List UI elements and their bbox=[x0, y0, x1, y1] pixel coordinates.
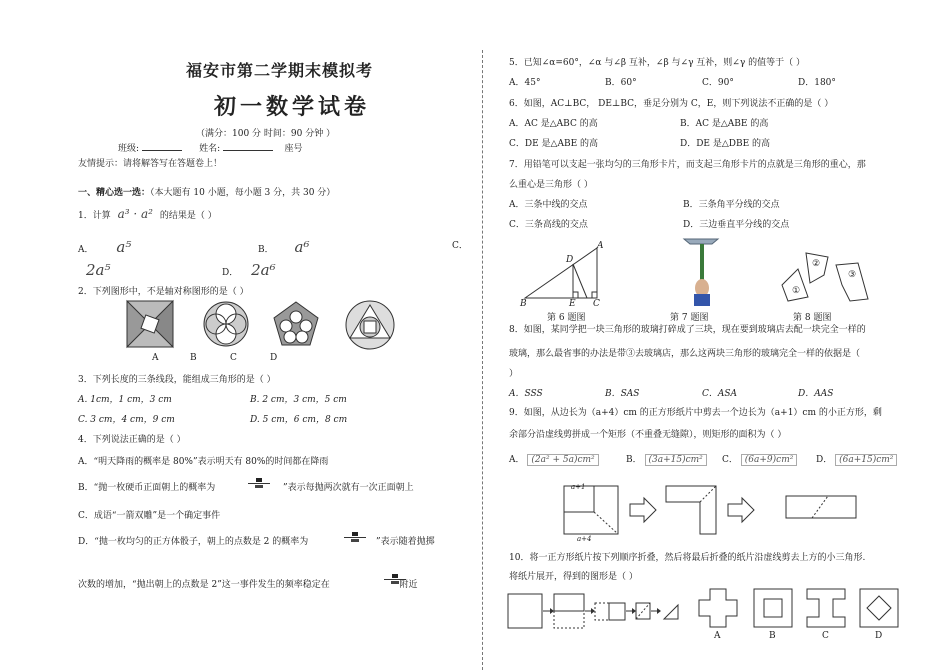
q4-option-d[interactable] bbox=[78, 534, 435, 547]
q10-label-c: C bbox=[822, 631, 829, 641]
q5-option-c[interactable]: C．90° bbox=[702, 78, 734, 88]
q4-d-cont-post: 附近 bbox=[399, 580, 418, 590]
q9-a-value: (2a² + 5a)cm² bbox=[527, 454, 598, 466]
q6-stem: 6．如图，AC⊥BC， DE⊥BC，垂足分别为 C，E，则下列说法不正确的是（ ） bbox=[509, 99, 834, 109]
student-info bbox=[118, 141, 302, 154]
q1-stem bbox=[78, 207, 217, 221]
q9-stem-line2: 余部分沿虚线剪拼成一个矩形（不重叠无缝隙），则矩形的面积为（ ） bbox=[509, 430, 787, 440]
q10-option-d-figure[interactable] bbox=[858, 587, 900, 629]
fig6-label-c: C bbox=[593, 299, 600, 309]
section1-title: 一、精心选一选： bbox=[78, 188, 151, 198]
q7-stem-line2: 么重心是三角形（ ） bbox=[509, 180, 593, 190]
q5-option-a[interactable]: A．45° bbox=[509, 78, 541, 88]
friendly-tip: 友情提示：请将解答写在答题卷上！ bbox=[78, 159, 223, 169]
q4-stem: 4．下列说法正确的是（ ） bbox=[78, 435, 186, 445]
q1-option-b[interactable] bbox=[258, 238, 309, 256]
fig6-label-a: A bbox=[597, 241, 604, 251]
q10-option-c-figure[interactable] bbox=[805, 587, 847, 629]
q9-label-a-plus-4: a+4 bbox=[577, 535, 592, 543]
fig8-glass-pieces bbox=[776, 245, 872, 307]
q9-b-label: B． bbox=[626, 455, 642, 465]
q2-figure-c[interactable] bbox=[272, 300, 320, 348]
section1-header bbox=[78, 185, 335, 198]
q2-label-d: D bbox=[270, 353, 278, 363]
q2-figure-d[interactable] bbox=[345, 300, 395, 350]
fig8-label-1: ① bbox=[792, 286, 801, 296]
q2-label-b: B bbox=[190, 353, 197, 363]
q9-a-label: A． bbox=[509, 455, 525, 465]
q4-d-cont-pre: 次数的增加，“抛出朝上的点数是 2”这一事件发生的频率稳定在 bbox=[78, 580, 330, 590]
q9-diagram bbox=[560, 482, 860, 540]
q6-option-d[interactable]: D．DE 是△DBE 的高 bbox=[680, 139, 771, 149]
q1-b-value: a⁶ bbox=[294, 238, 310, 256]
q10-option-a-figure[interactable] bbox=[697, 587, 739, 629]
q3-option-a[interactable]: A. 1cm，1 cm，3 cm bbox=[78, 395, 172, 405]
q9-d-label: D． bbox=[816, 455, 833, 465]
q6-option-b[interactable]: B．AC 是△ABE 的高 bbox=[680, 119, 769, 129]
q9-option-b[interactable] bbox=[626, 452, 707, 466]
q2-figure-a[interactable] bbox=[126, 300, 174, 348]
q8-option-c[interactable]: C．ASA bbox=[702, 389, 738, 399]
q1-c-label: C． bbox=[452, 241, 468, 251]
q10-stem-line2: 将纸片展开，得到的图形是（ ） bbox=[509, 572, 638, 582]
q1-c-value: 2a⁵ bbox=[86, 261, 111, 279]
q1-option-d[interactable] bbox=[222, 261, 276, 279]
q1-stem-post: 的结果是（ ） bbox=[159, 211, 217, 221]
q2-label-c: C bbox=[230, 353, 237, 363]
q4-b-post: ”表示每抛两次就有一次正面朝上 bbox=[282, 483, 414, 493]
score-time: （满分：100 分 时间：90 分钟 ） bbox=[196, 129, 336, 139]
section1-desc: （本大题有 10 小题，每小题 3 分，共 30 分） bbox=[150, 188, 336, 198]
q1-a-value: a⁵ bbox=[116, 238, 132, 256]
q4-option-a[interactable]: A．“明天降雨的概率是 80%”表示明天有 80%的时间都在降雨 bbox=[78, 457, 329, 467]
q9-option-a[interactable] bbox=[509, 452, 599, 466]
q7-option-b[interactable]: B．三条角平分线的交点 bbox=[683, 200, 780, 210]
q9-c-value: (6a+9)cm² bbox=[741, 454, 798, 466]
column-divider bbox=[482, 50, 483, 670]
class-field[interactable] bbox=[142, 142, 182, 151]
q2-stem: 2．下列图形中，不是轴对称图形的是（ ） bbox=[78, 287, 249, 297]
q7-option-d[interactable]: D．三边垂直平分线的交点 bbox=[683, 220, 790, 230]
q4-option-c[interactable]: C．成语“一箭双雕”是一个确定事件 bbox=[78, 511, 221, 521]
q1-d-label: D． bbox=[222, 268, 239, 278]
q9-stem-line1: 9．如图，从边长为（a+4）cm 的正方形纸片中剪去一个边长为（a+1）cm 的小正方形，剩 bbox=[509, 408, 882, 418]
q3-option-d[interactable]: D. 5 cm，6 cm，8 cm bbox=[250, 415, 348, 425]
q10-stem-line1: 10．将一正方形纸片按下列顺序折叠，然后将最后折叠的纸片沿虚线剪去上方的小三角形. bbox=[509, 553, 866, 563]
name-field[interactable] bbox=[223, 142, 273, 151]
q7-option-a[interactable]: A．三条中线的交点 bbox=[509, 200, 588, 210]
q10-label-d: D bbox=[875, 631, 883, 641]
q6-option-a[interactable]: A．AC 是△ABC 的高 bbox=[509, 119, 598, 129]
q10-label-b: B bbox=[769, 631, 776, 641]
q7-stem-line1: 7．用铅笔可以支起一张均匀的三角形卡片，而支起三角形卡片的点就是三角形的重心，那 bbox=[509, 160, 866, 170]
q4-d-fraction-icon bbox=[342, 531, 368, 543]
name-label: 姓名: bbox=[199, 144, 221, 154]
fig7-caption: 第 7 题图 bbox=[670, 313, 709, 323]
fig8-caption: 第 8 题图 bbox=[793, 313, 832, 323]
q3-option-c[interactable]: C. 3 cm，4 cm，9 cm bbox=[78, 415, 175, 425]
q1-option-a[interactable] bbox=[78, 238, 131, 256]
q9-option-c[interactable] bbox=[722, 452, 797, 466]
q2-label-a: A bbox=[152, 353, 159, 363]
q1-b-label: B． bbox=[258, 245, 274, 255]
fig8-label-2: ② bbox=[812, 259, 821, 269]
q1-option-c-value bbox=[86, 261, 111, 279]
q4-option-d-cont bbox=[78, 577, 418, 590]
q10-option-b-figure[interactable] bbox=[752, 587, 794, 629]
q4-d-pre: D．“抛一枚均匀的正方体骰子，朝上的点数是 2 的概率为 bbox=[78, 537, 309, 547]
fig7-pencil-diagram bbox=[682, 236, 722, 308]
q9-c-label: C． bbox=[722, 455, 738, 465]
exam-title: 福安市第二学期末模拟考 bbox=[186, 61, 374, 80]
q9-d-value: (6a+15)cm² bbox=[835, 454, 897, 466]
class-label: 班级: bbox=[118, 144, 140, 154]
fig6-caption: 第 6 题图 bbox=[547, 313, 586, 323]
q4-d-cont-fraction-icon bbox=[382, 573, 408, 585]
q8-stem-line1: 8．如图，某同学把一块三角形的玻璃打碎成了三块，现在要到玻璃店去配一块完全一样的 bbox=[509, 325, 866, 335]
q5-option-d[interactable]: D．180° bbox=[798, 78, 836, 88]
fig6-label-b: B bbox=[520, 299, 527, 309]
q3-stem: 3．下列长度的三条线段，能组成三角形的是（ ） bbox=[78, 375, 276, 385]
q8-option-d[interactable]: D．AAS bbox=[798, 389, 834, 399]
q3-option-b[interactable]: B. 2 cm，3 cm，5 cm bbox=[250, 395, 347, 405]
q5-stem: 5．已知∠α=60°，∠α 与∠β 互补，∠β 与∠γ 互补，则∠γ 的值等于（ ） bbox=[509, 58, 805, 68]
q6-option-c[interactable]: C．DE 是△ABE 的高 bbox=[509, 139, 598, 149]
fig8-label-3: ③ bbox=[848, 270, 857, 280]
q8-stem-line3: ） bbox=[509, 369, 519, 379]
q4-b-fraction-icon bbox=[246, 477, 272, 489]
q8-stem-line2: 玻璃，那么最省事的办法是带③去玻璃店，那么这两块三角形的玻璃完全一样的依据是（ bbox=[509, 349, 861, 359]
fig6-label-d: D bbox=[566, 255, 574, 265]
q1-stem-pre: 1．计算 bbox=[78, 211, 111, 221]
q1-expr: a³ · a² bbox=[117, 207, 153, 221]
q5-option-b[interactable]: B．60° bbox=[605, 78, 637, 88]
q9-option-d[interactable] bbox=[816, 452, 897, 466]
exam-subtitle: 初一数学试卷 bbox=[214, 94, 371, 120]
q1-option-c[interactable] bbox=[452, 238, 468, 251]
q8-option-b[interactable]: B．SAS bbox=[605, 389, 640, 399]
q4-d-post: ”表示随着抛掷 bbox=[376, 537, 435, 547]
q9-label-a-plus-1: a+1 bbox=[571, 483, 586, 491]
q4-b-pre: B．“抛一枚硬币正面朝上的概率为 bbox=[78, 483, 216, 493]
q8-option-a[interactable]: A．SSS bbox=[509, 389, 543, 399]
q9-b-value: (3a+15)cm² bbox=[645, 454, 707, 466]
q1-d-value: 2a⁶ bbox=[251, 261, 276, 279]
q1-a-label: A． bbox=[78, 245, 94, 255]
fig6-label-e: E bbox=[569, 299, 576, 309]
q7-option-c[interactable]: C．三条高线的交点 bbox=[509, 220, 588, 230]
q10-label-a: A bbox=[714, 631, 721, 641]
q2-figure-b[interactable] bbox=[202, 300, 250, 348]
seat-label: 座号 bbox=[284, 144, 303, 154]
